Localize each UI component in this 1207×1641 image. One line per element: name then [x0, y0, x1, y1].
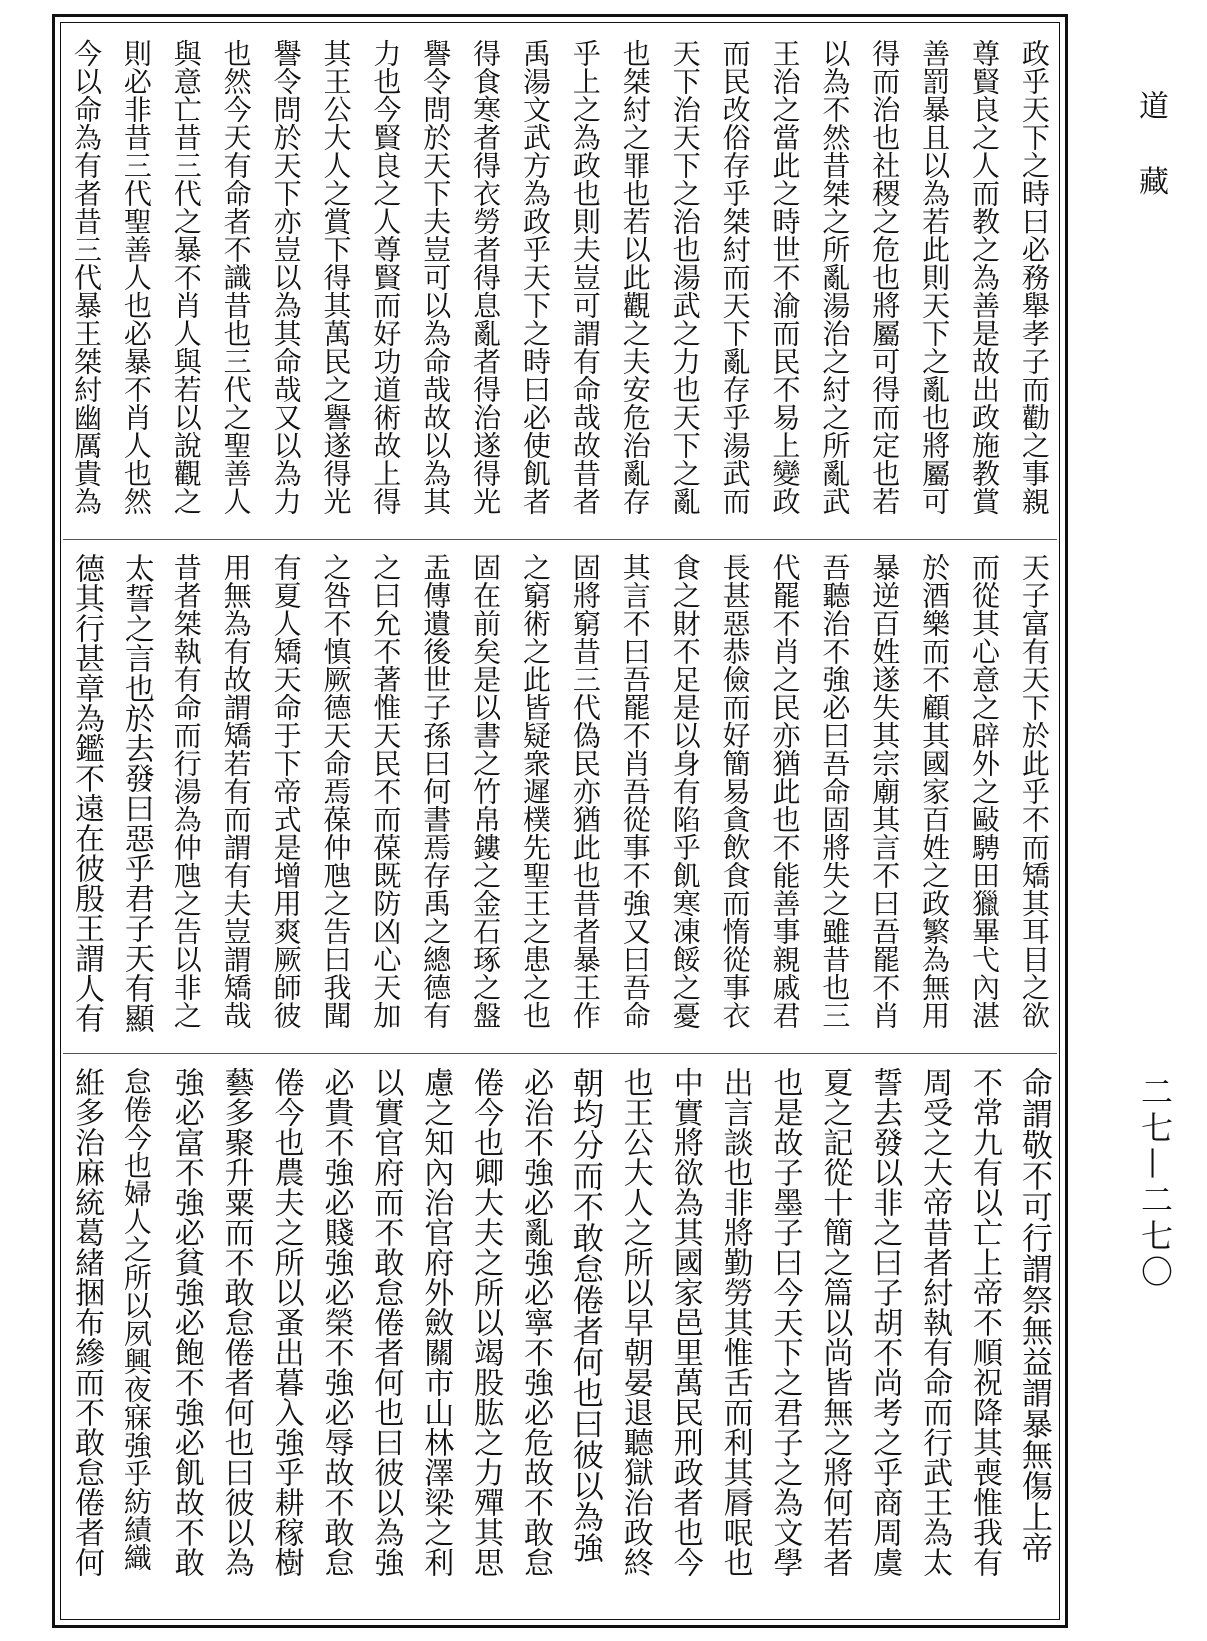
text-column: 善罰暴且以為若此則天下之亂也將屬可 — [918, 39, 952, 515]
text-column: 得而治也社稷之危也將屬可得而定也若 — [868, 39, 902, 515]
text-column: 其言不曰吾罷不肖吾從事不強又曰吾命 — [618, 553, 652, 1029]
text-column: 也是故子墨子曰今天下之君子之為文學 — [767, 1067, 803, 1577]
text-column: 誓去發以非之曰子胡不尚考之乎商周虞 — [867, 1067, 903, 1577]
text-column: 代罷不肖之民亦猶此也不能善事親戚君 — [768, 553, 802, 1029]
text-column: 而從其心意之辟外之敺騁田獵畢弋內湛 — [968, 553, 1002, 1029]
register-2 — [63, 553, 1057, 1038]
text-column: 絍多治麻統葛緒捆布縿而不敢怠倦者何 — [69, 1067, 104, 1577]
register-1 — [63, 39, 1057, 524]
text-column: 用無為有故謂矯若有而謂有夫豈謂矯哉 — [219, 553, 253, 1029]
text-column: 固在前矣是以書之竹帛鏤之金石琢之盤 — [469, 553, 503, 1029]
text-column: 以為不然昔桀之所亂湯治之紂之所亂武 — [818, 39, 852, 515]
text-column: 天下治天下之治也湯武之力也天下之亂 — [668, 39, 702, 515]
text-column: 命謂敬不可行謂祭無益謂暴無傷上帝 — [1015, 1067, 1052, 1563]
text-column: 譽令問於天下亦豈以為其命哉又以為力 — [269, 39, 303, 515]
text-column: 倦今也農夫之所以蚤出暮入強乎耕稼樹 — [268, 1067, 304, 1577]
text-column: 長甚惡恭儉而好簡易貪飲食而惰從事衣 — [718, 553, 752, 1029]
text-column: 也然今天有命者不識昔也三代之聖善人 — [219, 39, 253, 515]
text-column: 與意亡昔三代之暴不肖人與若以說觀之 — [169, 39, 203, 515]
text-column: 之曰允不著惟天民不而葆既防凶心天加 — [369, 553, 403, 1029]
register-3 — [63, 1067, 1057, 1577]
text-column: 倦今也卿大夫之所以竭股肱之力殫其思 — [468, 1067, 504, 1577]
text-column: 於酒樂而不顧其國家百姓之政繁為無用 — [918, 553, 952, 1029]
text-column: 譽令問於天下夫豈可以為命哉故以為其 — [419, 39, 453, 515]
text-column: 強必富不強必貧強必飽不強必飢故不敢 — [168, 1067, 204, 1577]
text-column: 不常九有以亡上帝不順祝降其喪惟我有 — [967, 1067, 1003, 1577]
text-column: 政乎天下之時曰必務舉孝子而勸之事親 — [1017, 39, 1051, 515]
text-column: 太誓之言也於去發曰惡乎君子天有顯 — [118, 553, 154, 1033]
text-column: 德其行甚章為鑑不遠在彼殷王謂人有 — [69, 553, 104, 1033]
text-column: 之窮術之此皆疑衆遲樸先聖王之患之也 — [519, 553, 553, 1029]
text-column: 怠倦今也婦人之所以夙興夜寐強乎紡績織 — [119, 1067, 153, 1571]
text-column: 慮之知內治官府外斂關市山林澤梁之利 — [418, 1067, 454, 1577]
text-column: 乎上之為政也則夫豈可謂有命哉故昔者 — [568, 39, 602, 515]
text-column: 夏之記從十簡之篇以尚皆無之將何若者 — [817, 1067, 853, 1577]
text-column: 必貴不強必賤強必榮不強必辱故不敢怠 — [318, 1067, 354, 1577]
text-column: 天子富有天下於此乎不而矯其耳目之欲 — [1017, 553, 1051, 1029]
text-column: 固將窮昔三代偽民亦猶此也昔者暴王作 — [568, 553, 602, 1029]
text-column: 今以命為有者昔三代暴王桀紂幽厲貴為 — [70, 39, 103, 515]
text-column: 昔者桀執有命而行湯為仲虺之告以非之 — [169, 553, 203, 1029]
text-column: 以實官府而不敢怠倦者何也曰彼以為強 — [368, 1067, 404, 1577]
page-frame — [52, 14, 1068, 1628]
text-column: 藝多聚升粟而不敢怠倦者何也曰彼以為 — [218, 1067, 254, 1577]
text-column: 而民改俗存乎桀紂而天下亂存乎湯武而 — [718, 39, 752, 515]
text-column: 尊賢良之人而教之為善是故出政施教賞 — [968, 39, 1002, 515]
text-column: 王治之當此之時世不渝而民不易上變政 — [768, 39, 802, 515]
text-column: 之咎不慎厥德天命焉葆仲虺之告曰我聞 — [319, 553, 353, 1029]
text-column: 暴逆百姓遂失其宗廟其言不曰吾罷不肖 — [868, 553, 902, 1029]
text-column: 則必非昔三代聖善人也必暴不肖人也然 — [119, 39, 153, 515]
collection-label: 道 藏 — [1133, 90, 1168, 214]
text-column: 也桀紂之罪也若以此觀之夫安危治亂存 — [618, 39, 652, 515]
text-column: 得食寒者得衣勞者得息亂者得治遂得光 — [469, 39, 503, 515]
text-column: 有夏人矯天命于下帝式是增用爽厥師彼 — [269, 553, 303, 1029]
text-column: 食之財不足是以身有陷乎飢寒凍餒之憂 — [668, 553, 702, 1029]
text-column: 力也今賢良之人尊賢而好功道術故上得 — [369, 39, 403, 515]
register-divider — [63, 1053, 1057, 1054]
text-column: 其王公大人之賞下得其萬民之譽遂得光 — [319, 39, 353, 515]
text-column: 吾聽治不強必曰吾命固將失之雖昔也三 — [818, 553, 852, 1029]
text-column: 朝均分而不敢怠倦者何也曰彼以為強 — [566, 1067, 603, 1563]
text-column: 禹湯文武方為政乎天下之時曰必使飢者 — [519, 39, 553, 515]
text-column: 出言談也非將勤勞其惟舌而利其脣呡也 — [717, 1067, 753, 1577]
register-divider — [63, 539, 1057, 540]
text-column: 周受之大帝昔者紂執有命而行武王為太 — [917, 1067, 953, 1577]
text-column: 必治不強必亂強必寧不強必危故不敢怠 — [518, 1067, 554, 1577]
text-column: 中實將欲為其國家邑里萬民刑政者也今 — [667, 1067, 703, 1577]
page-folio: 二七—二七〇 — [1136, 1075, 1174, 1291]
text-column: 也王公大人之所以早朝晏退聽獄治政終 — [617, 1067, 653, 1577]
text-column: 盂傳遺後世子孫曰何書焉存禹之總德有 — [419, 553, 453, 1029]
